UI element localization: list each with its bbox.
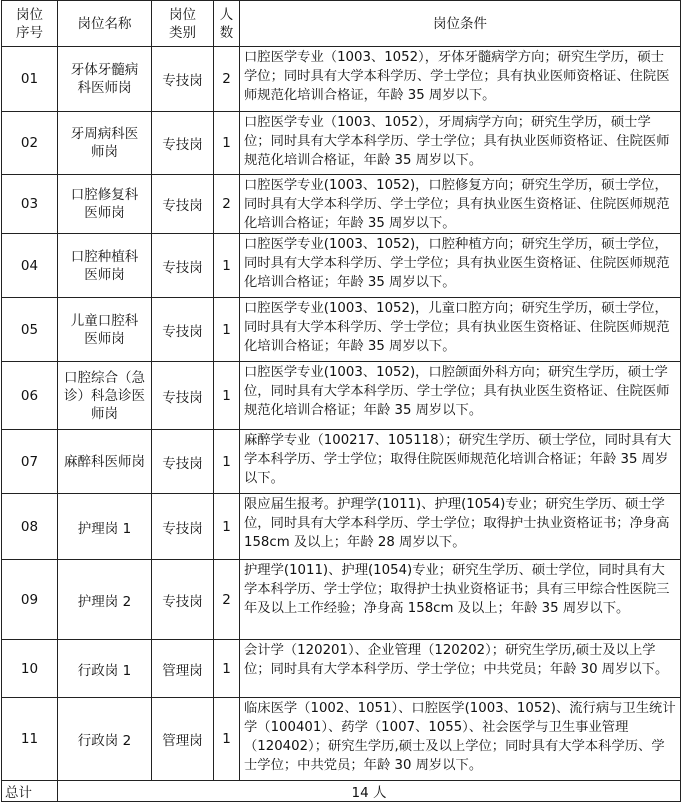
row-name: 口腔修复科医师岗: [58, 175, 152, 234]
row-count: 1: [214, 298, 240, 362]
header-seq: 岗位序号: [2, 1, 58, 47]
row-conditions: 护理学(1011)、护理(1054)专业；研究生学历、硕士学位，同时具有大学本科学历、学士学位；取得护士执业资格证书；具有三甲综合性医院三年及以上工作经验；净身高 158cm 及以上；年龄 35 周岁以下。: [240, 560, 681, 640]
row-name: 儿童口腔科医师岗: [58, 298, 152, 362]
table-row: [2, 560, 681, 640]
row-name: 行政岗 1: [58, 640, 152, 698]
row-seq: 05: [2, 298, 58, 362]
row-count: 1: [214, 234, 240, 298]
table-row: [2, 640, 681, 698]
row-category: 管理岗: [152, 698, 214, 781]
row-seq: 04: [2, 234, 58, 298]
header-conditions: 岗位条件: [240, 1, 681, 47]
row-name: 口腔种植科医师岗: [58, 234, 152, 298]
row-seq: 07: [2, 430, 58, 494]
row-category: 专技岗: [152, 234, 214, 298]
row-conditions: 口腔医学专业（1003、1052），牙周病学方向；研究生学历，硕士学位；同时具有大学本科学历、学士学位；具有执业医师资格证、住院医师规范化培训合格证，年龄 35 周岁以下。: [240, 112, 681, 175]
row-seq: 08: [2, 494, 58, 560]
total-row: [2, 781, 681, 802]
row-name: 牙周病科医师岗: [58, 112, 152, 175]
row-name: 护理岗 1: [58, 494, 152, 560]
total-value: 14 人: [58, 781, 681, 802]
row-category: 专技岗: [152, 298, 214, 362]
row-conditions: 限应届生报考。护理学(1011)、护理(1054)专业；研究生学历、硕士学位，同时具有大学本科学历、学士学位；取得护士执业资格证书；净身高 158cm 及以上；年龄 28 周岁以下。: [240, 494, 681, 560]
row-conditions: 口腔医学专业（1003、1052），牙体牙髓病学方向；研究生学历，硕士学位；同时具有大学本科学历、学士学位；具有执业医师资格证、住院医师规范化培训合格证，年龄 35 周岁以下。: [240, 47, 681, 112]
row-category: 专技岗: [152, 494, 214, 560]
row-name: 麻醉科医师岗: [58, 430, 152, 494]
table-row: [2, 430, 681, 494]
job-positions-table: [1, 0, 681, 802]
row-name: 牙体牙髓病科医师岗: [58, 47, 152, 112]
row-category: 专技岗: [152, 430, 214, 494]
row-conditions: 麻醉学专业（100217、105118）；研究生学历、硕士学位，同时具有大学本科学历、学士学位；取得住院医师规范化培训合格证；年龄 35 周岁以下。: [240, 430, 681, 494]
table-row: [2, 698, 681, 781]
table-row: [2, 175, 681, 234]
row-conditions: 口腔医学专业(1003、1052)，口腔种植方向；研究生学历，硕士学位，同时具有大学本科学历、学士学位；具有执业医生资格证、住院医师规范化培训合格证；年龄 35 周岁以下。: [240, 234, 681, 298]
row-count: 1: [214, 494, 240, 560]
header-count: 人数: [214, 1, 240, 47]
header-category: 岗位类别: [152, 1, 214, 47]
row-conditions: 口腔医学专业(1003、1052)，口腔修复方向；研究生学历，硕士学位，同时具有大学本科学历、学士学位；具有执业医生资格证、住院医师规范化培训合格证；年龄 35 周岁以下。: [240, 175, 681, 234]
row-seq: 09: [2, 560, 58, 640]
row-category: 专技岗: [152, 560, 214, 640]
row-category: 专技岗: [152, 47, 214, 112]
row-seq: 06: [2, 362, 58, 430]
table-row: [2, 112, 681, 175]
row-seq: 10: [2, 640, 58, 698]
table-row: [2, 47, 681, 112]
row-count: 2: [214, 175, 240, 234]
row-count: 1: [214, 112, 240, 175]
row-count: 2: [214, 47, 240, 112]
row-count: 1: [214, 698, 240, 781]
row-conditions: 会计学（120201）、企业管理（120202）；研究生学历,硕士及以上学位；同时具有大学本科学历、学士学位；中共党员；年龄 30 周岁以下。: [240, 640, 681, 698]
row-category: 专技岗: [152, 362, 214, 430]
header-name: 岗位名称: [58, 1, 152, 47]
row-seq: 01: [2, 47, 58, 112]
row-name: 护理岗 2: [58, 560, 152, 640]
table-row: [2, 298, 681, 362]
row-category: 专技岗: [152, 175, 214, 234]
row-count: 1: [214, 640, 240, 698]
row-name: 行政岗 2: [58, 698, 152, 781]
row-name: 口腔综合（急诊）科急诊医师岗: [58, 362, 152, 430]
table-row: [2, 234, 681, 298]
row-category: 专技岗: [152, 112, 214, 175]
row-conditions: 口腔医学专业(1003、1052)，儿童口腔方向；研究生学历，硕士学位，同时具有大学本科学历、学士学位；具有执业医生资格证、住院医师规范化培训合格证；年龄 35 周岁以下。: [240, 298, 681, 362]
row-category: 管理岗: [152, 640, 214, 698]
row-seq: 02: [2, 112, 58, 175]
row-conditions: 临床医学（1002、1051）、口腔医学(1003、1052)、流行病与卫生统计学（100401）、药学（1007、1055）、社会医学与卫生事业管理（120402）；研究生学历,硕士及以上学位；同时具有大学本科学历、学士学位；中共党员；年龄 30 周岁以下。: [240, 698, 681, 781]
row-conditions: 口腔医学专业(1003、1052)，口腔颌面外科方向；研究生学历，硕士学位，同时具有大学本科学历、学士学位；具有执业医生资格证、住院医师规范化培训合格证；年龄 35 周岁以下。: [240, 362, 681, 430]
total-label: 总计: [2, 781, 58, 802]
row-count: 1: [214, 430, 240, 494]
table-header-row: [2, 1, 681, 47]
row-count: 2: [214, 560, 240, 640]
table-row: [2, 362, 681, 430]
row-seq: 03: [2, 175, 58, 234]
table-row: [2, 494, 681, 560]
row-seq: 11: [2, 698, 58, 781]
row-count: 1: [214, 362, 240, 430]
